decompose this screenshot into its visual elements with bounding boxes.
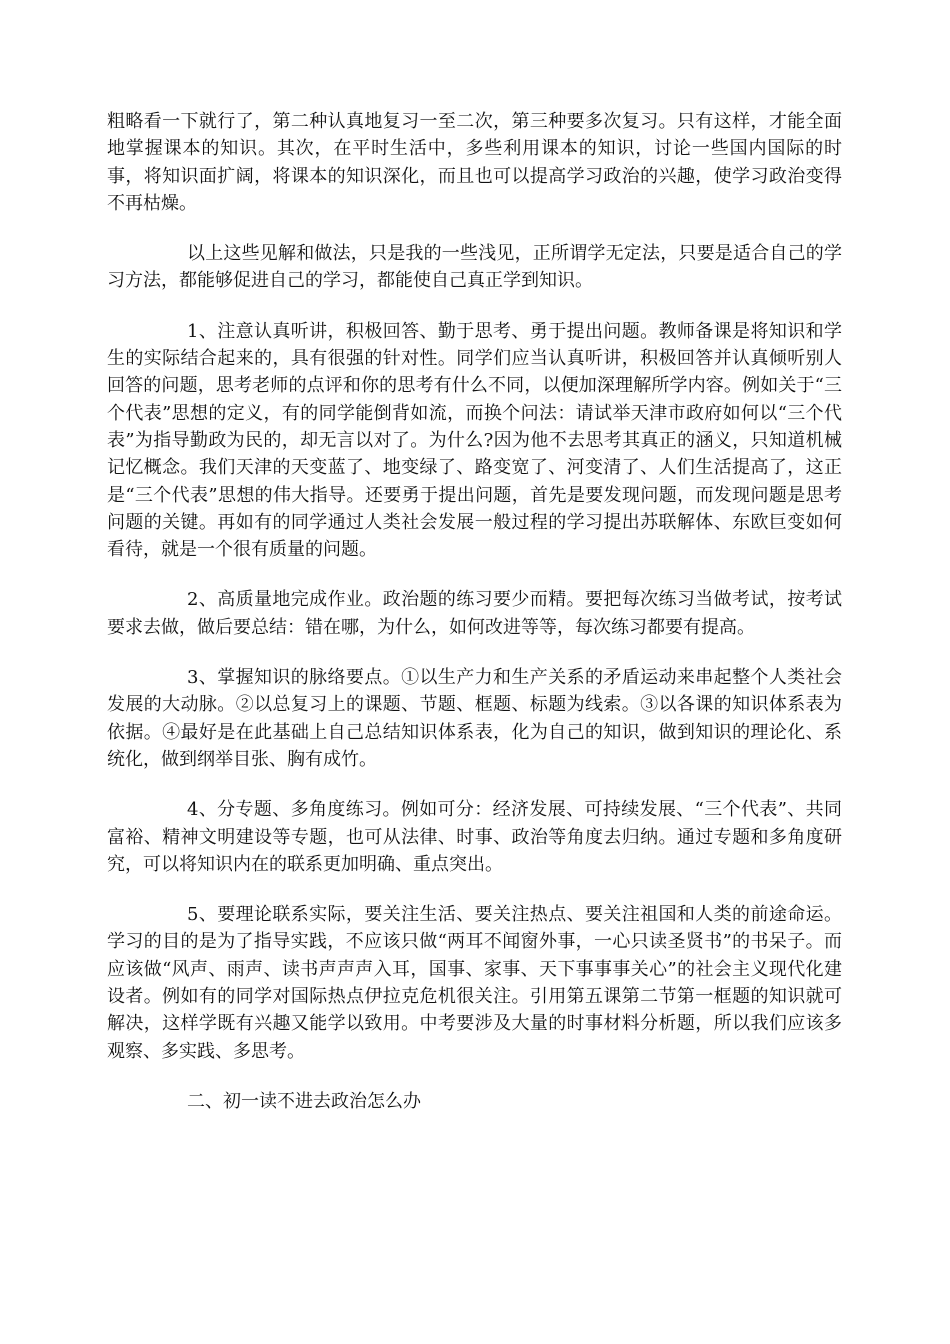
- document-body: [107, 108, 842, 1138]
- paragraph-tip-3-knowledge-structure: 3、掌握知识的脉络要点。①以生产力和生产关系的矛盾运动来串起整个人类社会发展的大动脉。②以总复习上的课题、节题、框题、标题为线索。③以各课的知识体系表为依据。④最好是在此基础上自己总结知识体系表，化为自己的知识，做到知识的理论化、系统化，做到纲举目张、胸有成竹。: [107, 667, 842, 770]
- paragraph-review-method: 粗略看一下就行了，第二种认真地复习一至二次，第三种要多次复习。只有这样，才能全面地掌握课本的知识。其次，在平时生活中，多些利用课本的知识，讨论一些国内国际的时事，将知识面扩阔，将课本的知识深化，而且也可以提高学习政治的兴趣，使学习政治变得不再枯燥。: [107, 111, 842, 214]
- paragraph-personal-views: 以上这些见解和做法，只是我的一些浅见，正所谓学无定法，只要是适合自己的学习方法，都能够促进自己的学习，都能使自己真正学到知识。: [107, 243, 842, 292]
- paragraph-tip-4-topic-practice: 4、分专题、多角度练习。例如可分：经济发展、可持续发展、“三个代表”、共同富裕、精神文明建设等专题，也可从法律、时事、政治等角度去归纳。通过专题和多角度研究，可以将知识内在的联系更加明确、重点突出。: [107, 799, 842, 875]
- paragraph-tip-5-theory-practice: 5、要理论联系实际，要关注生活、要关注热点、要关注祖国和人类的前途命运。学习的目的是为了指导实践，不应该只做“两耳不闻窗外事，一心只读圣贤书”的书呆子。而应该做“风声、雨声、读书声声声入耳，国事、家事、天下事事事关心”的社会主义现代化建设者。例如有的同学对国际热点伊拉克危机很关注。引用第五课第二节第一框题的知识就可解决，这样学既有兴趣又能学以致用。中考要涉及大量的时事材料分析题，所以我们应该多观察、多实践、多思考。: [107, 904, 842, 1062]
- paragraph-tip-2-homework: 2、高质量地完成作业。政治题的练习要少而精。要把每次练习当做考试，按考试要求去做，做后要总结：错在哪，为什么，如何改进等等，每次练习都要有提高。: [107, 589, 842, 638]
- paragraph-tip-1-listen: 1、注意认真听讲，积极回答、勤于思考、勇于提出问题。教师备课是将知识和学生的实际结合起来的，具有很强的针对性。同学们应当认真听讲，积极回答并认真倾听别人回答的问题，思考老师的点评和你的思考有什么不同，以便加深理解所学内容。例如关于“三个代表”思想的定义，有的同学能倒背如流，而换个问法：请试举天津市政府如何以“三个代表”为指导勤政为民的，却无言以对了。为什么?因为他不去思考其真正的涵义，只知道机械记忆概念。我们天津的天变蓝了、地变绿了、路变宽了、河变清了、人们生活提高了，这正是“三个代表”思想的伟大指导。还要勇于提出问题，首先是要发现问题，而发现问题是思考问题的关键。再如有的同学通过人类社会发展一般过程的学习提出苏联解体、东欧巨变如何看待，就是一个很有质量的问题。: [107, 320, 842, 561]
- section-heading: 二、初一读不进去政治怎么办: [187, 1090, 421, 1112]
